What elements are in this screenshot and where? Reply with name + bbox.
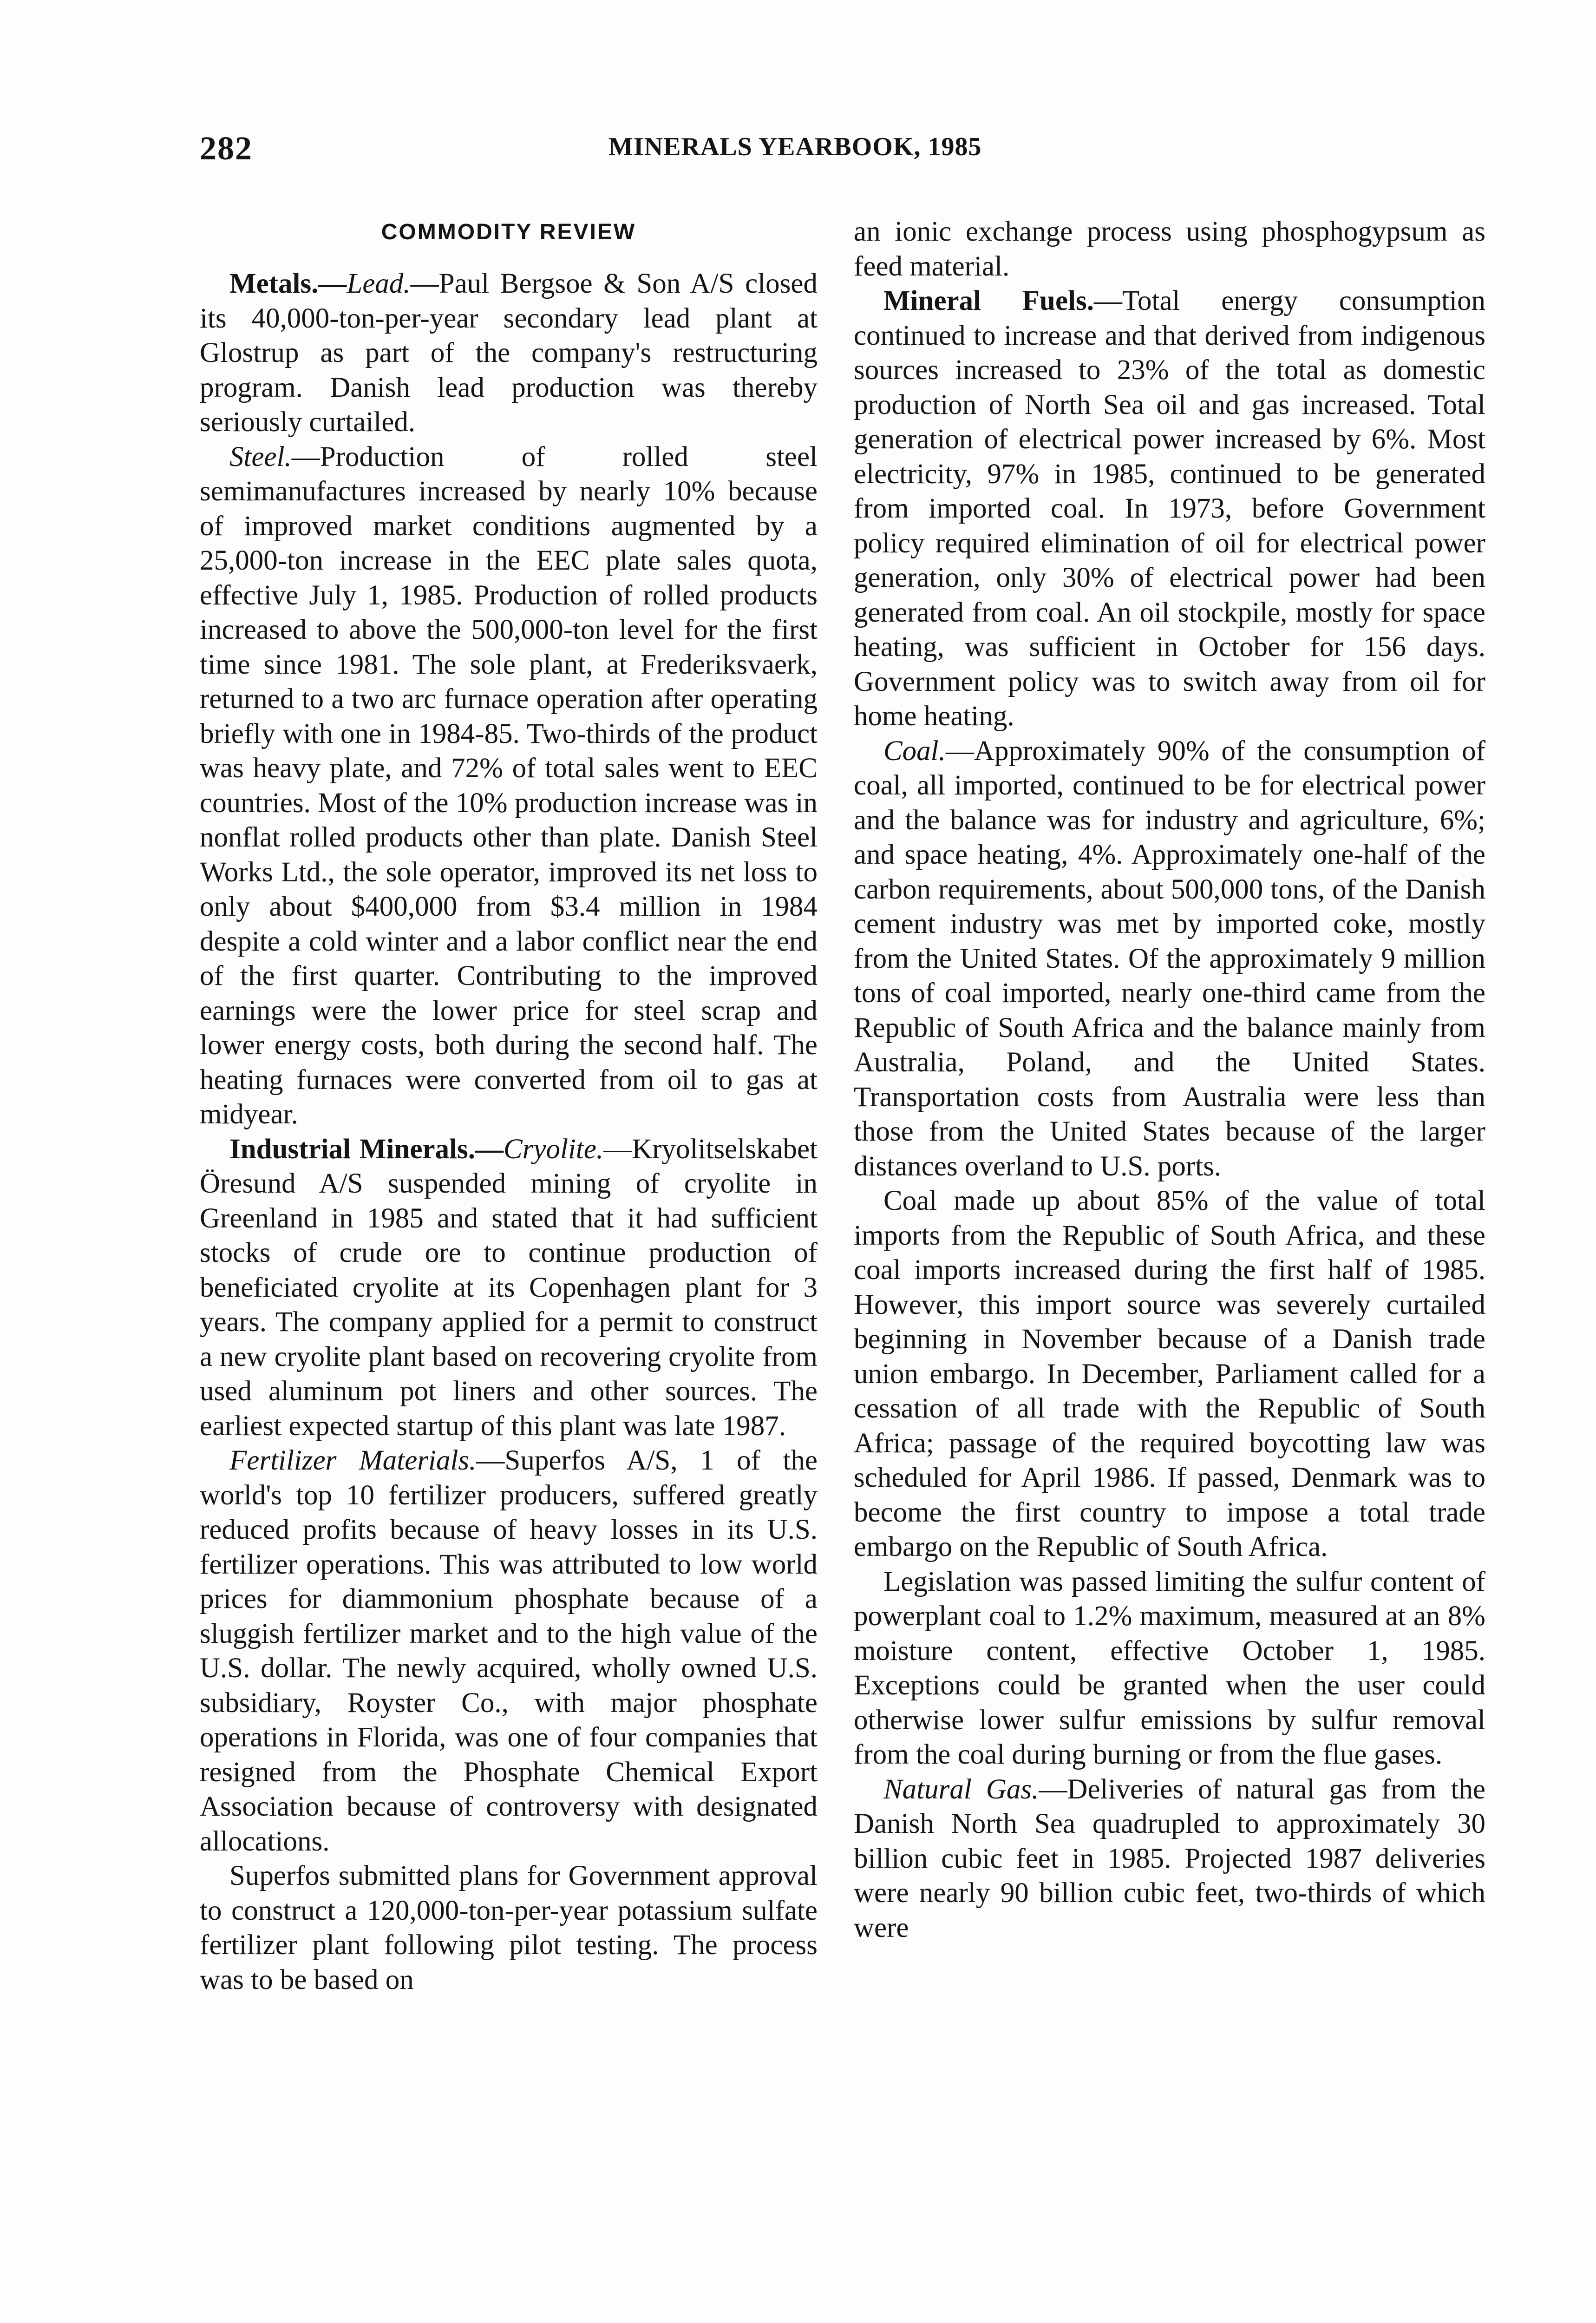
run-in-head-fertilizer: Fertilizer Materials. (229, 1445, 477, 1476)
paragraph-text: —Superfos A/S, 1 of the world's top 10 fertilizer producers, suffered greatly reduced profits because of heavy losses in its U.S. fertilizer operations. This was attributed to low world prices for diammonium phosphate because of a sluggish fertilizer market and to the high value of the U.S. dollar. The newly acquired, wholly owned U.S. subsidiary, Royster Co., with major phosphate operations in Florida, was one of four companies that resigned from the Phosphate Chemical Export Association because of controversy with designated allocations. (200, 1445, 818, 1857)
run-in-head-metals: Metals.— (229, 268, 347, 299)
run-in-head-natural-gas: Natural Gas. (883, 1773, 1039, 1805)
left-column (200, 214, 818, 1997)
paragraph-continuation: an ionic exchange process using phosphogypsum as feed material. (854, 216, 1485, 282)
paragraph-superfos: Superfos submitted plans for Government approval to construct a 120,000-ton-per-year potassium sulfate fertilizer plant following pilot testing. The process was to be based on (200, 1860, 818, 1995)
running-head (200, 129, 1496, 171)
right-column (854, 215, 1485, 1945)
book-title: MINERALS YEARBOOK, 1985 (608, 132, 982, 161)
paragraph-sulfur-legislation: Legislation was passed limiting the sulfur content of powerplant coal to 1.2% maximum, measured at an 8% moisture content, effective October 1, 1985. Exceptions could be granted when the user could otherwise lower sulfur emissions by sulfur removal from the coal during burning or from the flue gases. (854, 1566, 1485, 1770)
section-heading: COMMODITY REVIEW (381, 220, 636, 244)
paragraph-metals-lead (200, 267, 818, 440)
run-in-head-mineral-fuels: Mineral Fuels. (883, 285, 1094, 316)
paragraph-text: —Deliveries of natural gas from the Danish North Sea quadrupled to approximately 30 billion cubic feet in 1985. Projected 1987 deliveries were nearly 90 billion cubic feet, two-thirds of which were (854, 1773, 1485, 1943)
paragraph-industrial-minerals (200, 1132, 818, 1444)
paragraph-fertilizer (200, 1444, 818, 1859)
run-in-head-steel: Steel. (229, 441, 292, 472)
page-number: 282 (200, 130, 253, 167)
run-in-head-cryolite: Cryolite. (504, 1133, 604, 1165)
paragraph-steel (200, 440, 818, 1132)
paragraph-coal-imports: Coal made up about 85% of the value of total imports from the Republic of South Africa, and these coal imports increased during the first half of 1985. However, this import source was severely curtailed beginning in November because of a Danish trade union embargo. In December, Parliament called for a cessation of all trade with the Republic of South Africa; passage of the required boycotting law was scheduled for April 1986. If passed, Denmark was to become the first country to impose a total trade embargo on the Republic of South Africa. (854, 1185, 1485, 1562)
paragraph-text: —Kryolitselskabet Öresund A/S suspended mining of cryolite in Greenland in 1985 and stated that it had sufficient stocks of crude ore to continue production of beneficiated cryolite at its Copenhagen plant for 3 years. The company applied for a permit to construct a new cryolite plant based on recovering cryolite from used aluminum pot liners and other sources. The earliest expected startup of this plant was late 1987. (200, 1133, 818, 1442)
run-in-head-coal: Coal. (883, 735, 946, 767)
run-in-head-lead: Lead. (347, 268, 411, 299)
paragraph-coal (854, 734, 1485, 1184)
paragraph-text: —Approximately 90% of the consumption of coal, all imported, continued to be for electrical power and the balance was for industry and agriculture, 6%; and space heating, 4%. Approximately one-half of the carbon requirements, about 500,000 tons, of the Danish cement industry was met by imported coke, mostly from the United States. Of the approximately 9 million tons of coal imported, nearly one-third came from the Republic of South Africa and the balance mainly from Australia, Poland, and the United States. Transportation costs from Australia were less than those from the United States because of the larger distances overland to U.S. ports. (854, 735, 1485, 1182)
run-in-head-industrial-minerals: Industrial Minerals.— (229, 1133, 504, 1165)
paragraph-natural-gas (854, 1772, 1485, 1946)
paragraph-text: —Paul Bergsoe & Son A/S closed its 40,000-ton-per-year secondary lead plant at Glostrup as part of the company's restructuring program. Danish lead production was thereby seriously curtailed. (200, 268, 818, 438)
paragraph-text: —Total energy consumption continued to increase and that derived from indigenous sources increased to 23% of the total as domestic production of North Sea oil and gas increased. Total generation of electrical power increased by 6%. Most electricity, 97% in 1985, continued to be generated from imported coal. In 1973, before Government policy required elimination of oil for electrical power generation, only 30% of electrical power had been generated from coal. An oil stockpile, mostly for space heating, was sufficient in October for 156 days. Government policy was to switch away from oil for home heating. (854, 285, 1485, 732)
paragraph-mineral-fuels (854, 284, 1485, 734)
paragraph-text: —Production of rolled steel semimanufactures increased by nearly 10% because of improved market conditions augmented by a 25,000-ton increase in the EEC plate sales quota, effective July 1, 1985. Production of rolled products increased to above the 500,000-ton level for the first time since 1981. The sole plant, at Frederiksvaerk, returned to a two arc furnace operation after operating briefly with one in 1984-85. Two-thirds of the product was heavy plate, and 72% of total sales went to EEC countries. Most of the 10% production increase was in nonflat rolled products other than plate. Danish Steel Works Ltd., the sole operator, improved its net loss to only about $400,000 from $3.4 million in 1984 despite a cold winter and a labor conflict near the end of the first quarter. Contributing to the improved earnings were the lower price for steel scrap and lower energy costs, both during the second half. The heating furnaces were converted from oil to gas at midyear. (200, 441, 818, 1130)
